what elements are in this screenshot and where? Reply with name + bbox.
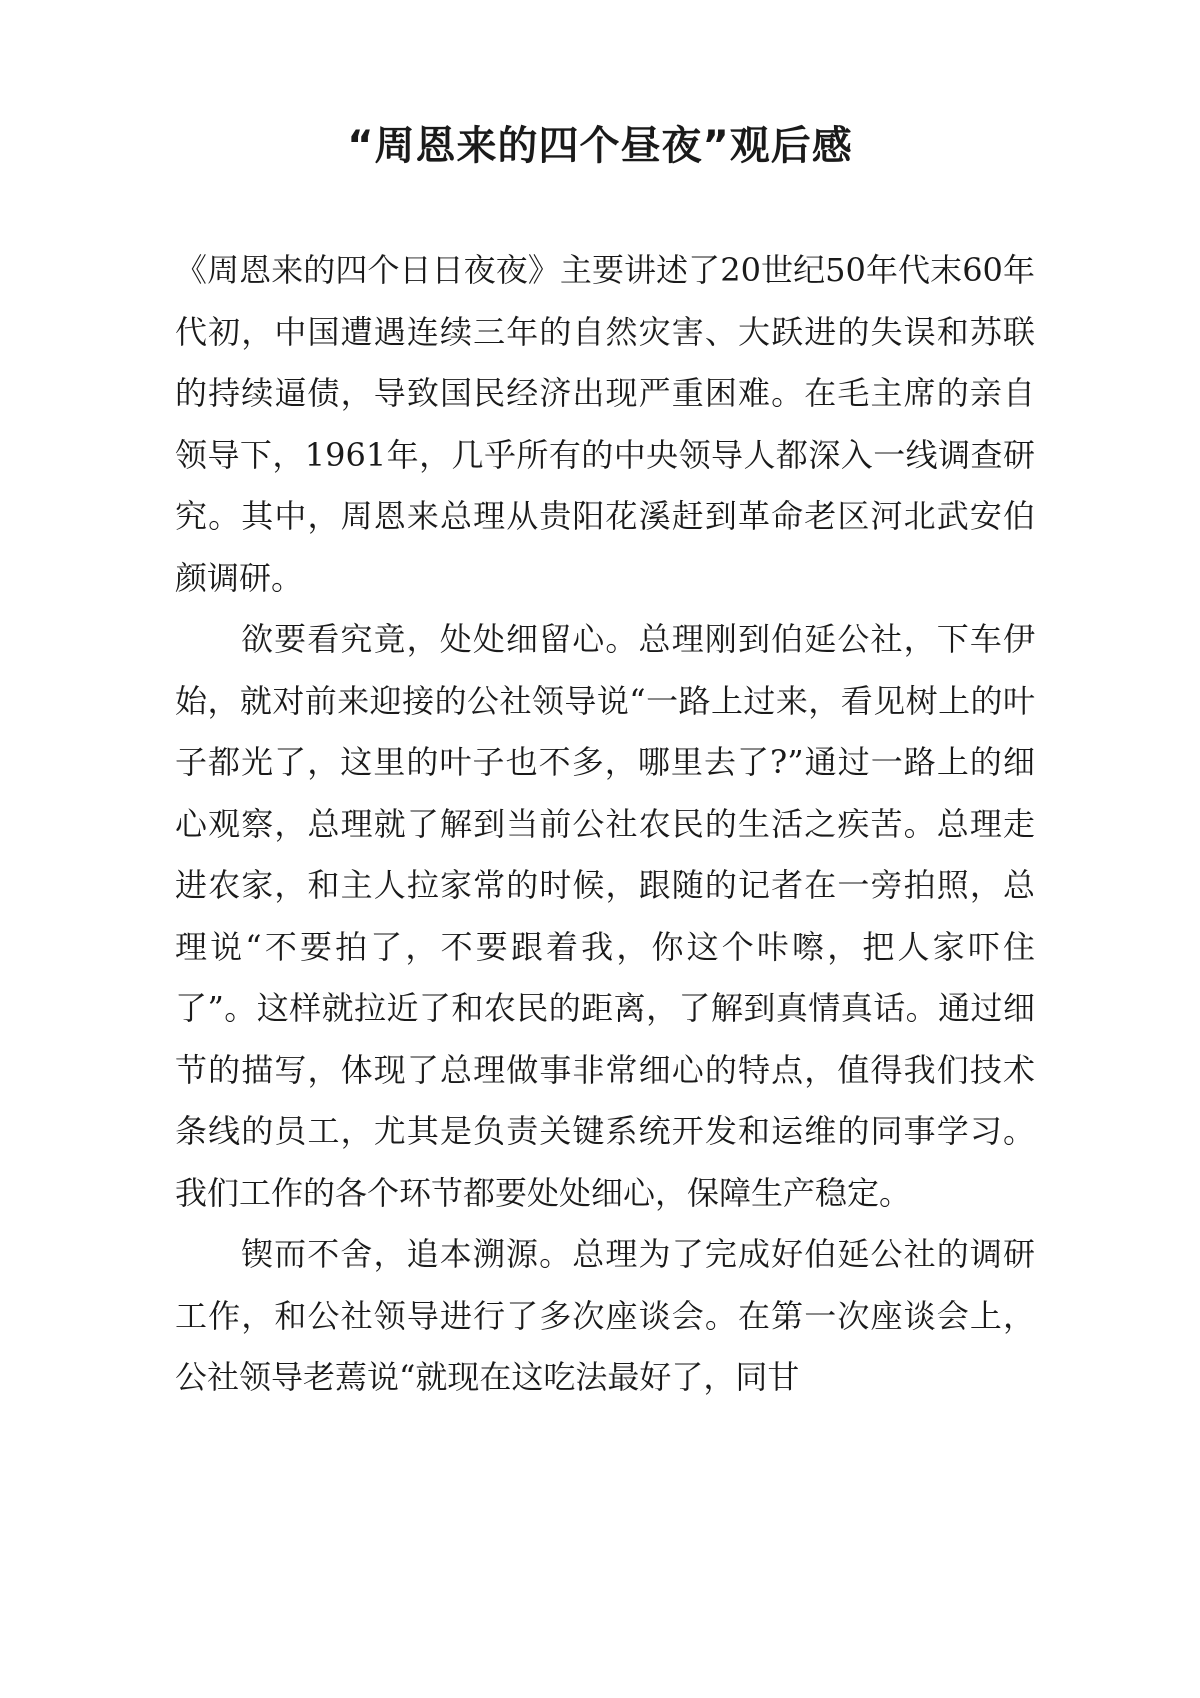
- document-title: “周恩来的四个昼夜”观后感: [347, 123, 853, 169]
- document-body: [175, 240, 1035, 1409]
- paragraph-observation: 欲要看究竟，处处细留心。总理刚到伯延公社，下车伊始，就对前来迎接的公社领导说“一路上过来，看见树上的叶子都光了，这里的叶子也不多，哪里去了?”通过一路上的细心观察，总理就了解到当前公社农民的生活之疾苦。总理走进农家，和主人拉家常的时候，跟随的记者在一旁拍照，总理说“不要拍了，不要跟着我，你这个咔嚓，把人家吓住了”。这样就拉近了和农民的距离，了解到真情真话。通过细节的描写，体现了总理做事非常细心的特点，值得我们技术条线的员工，尤其是负责关键系统开发和运维的同事学习。我们工作的各个环节都要处处细心，保障生产稳定。: [175, 620, 1035, 1212]
- paragraph-persistence: 锲而不舍，追本溯源。总理为了完成好伯延公社的调研工作，和公社领导进行了多次座谈会。在第一次座谈会上，公社领导老蔫说“就现在这吃法最好了，同甘: [175, 1235, 1035, 1396]
- paragraph-intro: 《周恩来的四个日日夜夜》主要讲述了20世纪50年代末60年代初，中国遭遇连续三年的自然灾害、大跃进的失误和苏联的持续逼债，导致国民经济出现严重困难。在毛主席的亲自领导下，1961年，几乎所有的中央领导人都深入一线调查研究。其中，周恩来总理从贵阳花溪赶到革命老区河北武安伯颜调研。: [175, 251, 1035, 597]
